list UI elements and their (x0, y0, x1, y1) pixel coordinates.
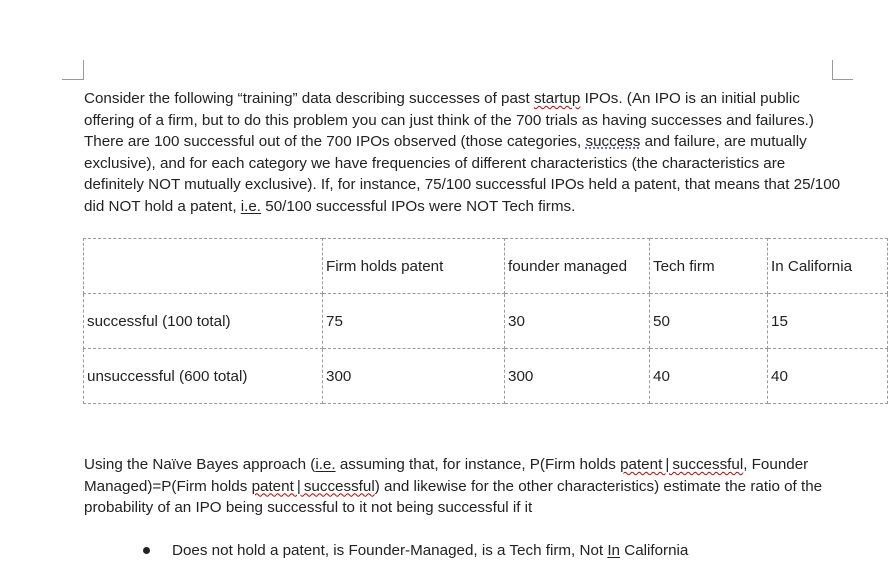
table-header-cell[interactable]: In California (768, 239, 888, 294)
intro-text: Consider the following “training” data describing successes of past (84, 90, 534, 107)
table-cell[interactable]: 75 (323, 294, 505, 349)
table-header-cell[interactable]: Tech firm (650, 239, 768, 294)
spellcheck-word[interactable]: In (607, 542, 620, 559)
table-row (84, 294, 888, 349)
bullet-text-part: Does not hold a patent, is Founder-Managed, is a Tech firm, Not (172, 542, 608, 559)
intro-text: and failure, are mutually exclusive), and for each category we have frequencies of different characteristics (the characteristics are definitely NOT mutually exclusive). If, for instance, 75/100 successful IPOs held a patent, that means that 25/100 did NOT hold a patent, (84, 133, 841, 215)
table-cell[interactable]: 50 (650, 294, 768, 349)
spellcheck-word[interactable]: startup (533, 90, 581, 107)
table-header-row (84, 239, 888, 294)
margin-corner-top-right (832, 79, 853, 80)
intro-text: 50/100 successful IPOs were NOT Tech firms. (261, 197, 576, 215)
table-cell[interactable]: 30 (505, 294, 650, 349)
intro-text: IPOs. (An IPO is an initial public offering of a firm, but to do this problem you can just think of the 700 trials as having successes and failures.) There are 100 successful out of the 700 IPOs observed (those categories, (84, 90, 814, 150)
table-cell[interactable]: 40 (650, 349, 768, 404)
question-text: , Founder Managed)=P(Firm holds (84, 456, 809, 495)
bullet-text-part: California (620, 542, 689, 559)
margin-corner-top-right (832, 60, 833, 80)
intro-paragraph[interactable] (84, 88, 844, 217)
table-cell[interactable]: 15 (768, 294, 888, 349)
question-paragraph[interactable] (84, 454, 844, 519)
table-header-cell[interactable]: Firm holds patent (323, 239, 505, 294)
table-header-cell[interactable] (84, 239, 323, 294)
bullet-text (172, 540, 688, 561)
spellcheck-word[interactable]: patent | successful (620, 456, 744, 473)
question-text: assuming that, for instance, P(Firm holds (335, 456, 621, 473)
table-header-cell[interactable]: founder managed (505, 239, 650, 294)
table-row (84, 349, 888, 404)
table-cell[interactable]: unsuccessful (600 total) (84, 349, 323, 404)
spellcheck-word[interactable]: patent | successful (251, 477, 375, 495)
spellcheck-word[interactable]: i.e. (315, 456, 336, 473)
margin-corner-top-left (62, 79, 83, 80)
grammar-flag-word[interactable]: success (585, 133, 641, 150)
margin-corner-top-left (83, 60, 84, 80)
question-text: Using the Naïve Bayes approach ( (84, 456, 316, 473)
table-cell[interactable]: 40 (768, 349, 888, 404)
question-text: ) and likewise for the other characteristics) estimate the ratio of the probability of an IPO being successful to it not being successful if it (84, 477, 823, 516)
frequency-table[interactable] (83, 238, 888, 404)
bullet-icon (143, 547, 150, 554)
spellcheck-word[interactable]: i.e. (240, 197, 262, 215)
bullet-list-item[interactable] (143, 540, 688, 561)
table-cell[interactable]: successful (100 total) (84, 294, 323, 349)
table-cell[interactable]: 300 (323, 349, 505, 404)
table-cell[interactable]: 300 (505, 349, 650, 404)
